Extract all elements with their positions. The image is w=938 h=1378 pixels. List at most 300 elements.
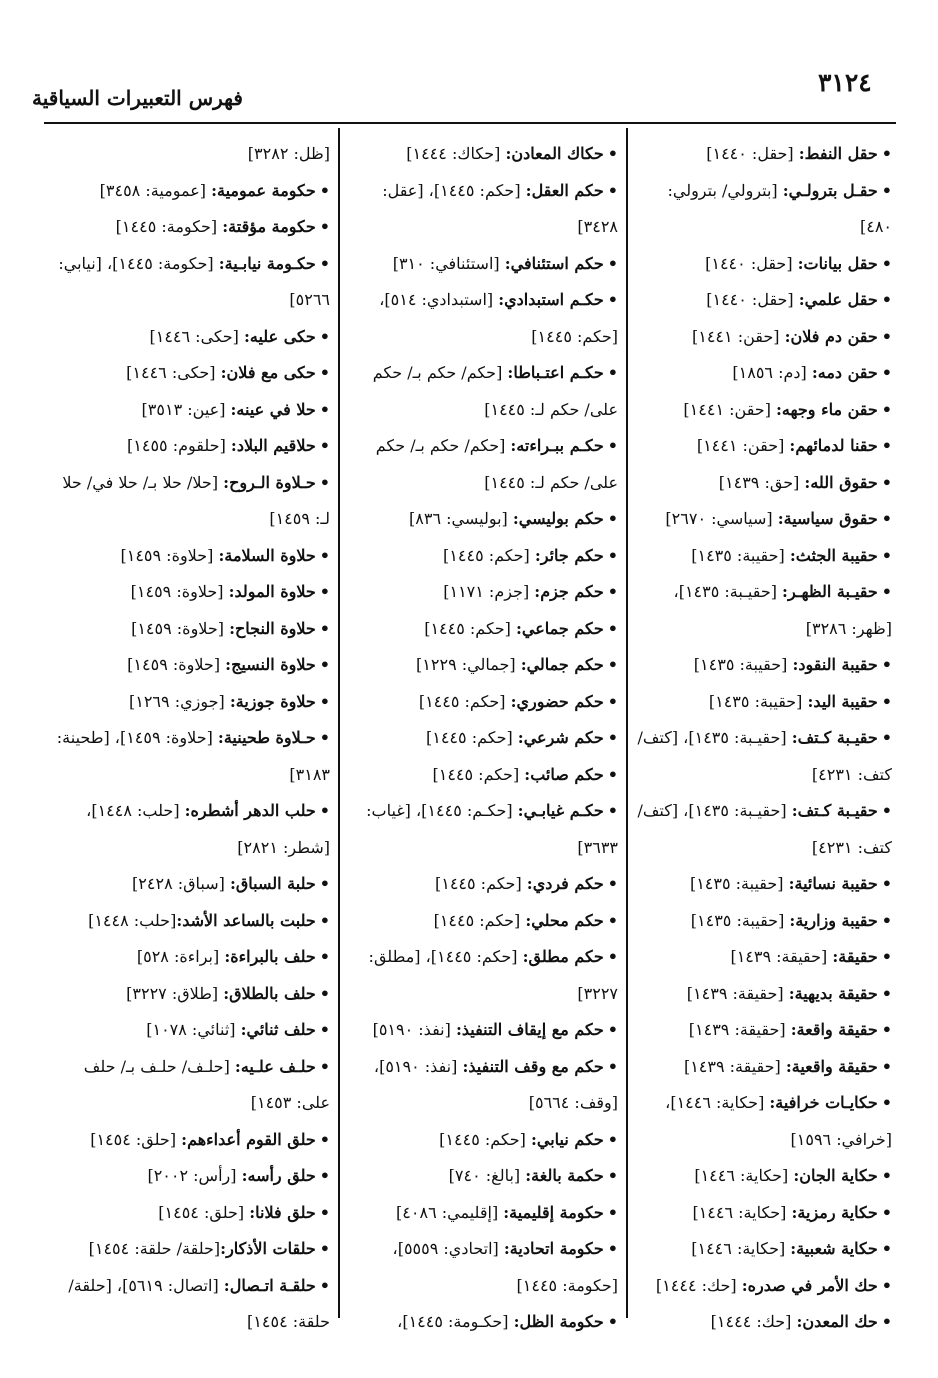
entry-term: حقنا لدمائهم: [789,436,878,455]
entry-reference: [حق: ١٤٣٩] [718,472,805,492]
entry-reference: [حقيبة: ١٤٣٥] [690,910,790,930]
entry-reference: [حقل: ١٤٤٠] [705,253,798,273]
entry-reference: [حقيقة: ١٤٣٩] [688,1020,791,1039]
entry-term: حكم فردي: [526,874,604,893]
entry-term: حقيبة اليد: [807,691,878,711]
index-entry [634,538,892,575]
entry-term: حكومة مؤقتة: [222,217,316,236]
bullet-marker: • [881,1202,892,1222]
page-number: ٣١٢٤ [818,68,872,97]
entry-term: حلف ثنائي: [240,1020,316,1039]
bullet-marker: • [881,947,892,966]
index-entry [634,392,892,429]
bullet-marker: • [319,545,330,565]
entry-reference: [حقيبة: ١٤٣٥] [689,874,789,893]
entry-reference: [حلق: ١٤٥٤] [90,1129,182,1149]
entry-term: حقيبة الجثث: [789,545,878,565]
entry-reference: [حكم: ١٤٤٥] [433,910,526,930]
bullet-marker: • [881,874,892,893]
bullet-marker: • [881,1275,892,1295]
entry-reference: [حكم: ١٤٤٥] [425,728,518,747]
index-entry [46,319,330,356]
index-entry [634,1049,892,1086]
bullet-marker: • [881,910,892,930]
entry-reference: [حلق: ١٤٥٤] [158,1202,250,1222]
entry-term: حكم صائب: [524,764,604,784]
entry-term: حكمة بالغة: [525,1166,604,1185]
bullet-marker: • [319,947,330,966]
index-entry [634,501,892,538]
entry-reference: [اتصال: ٥٦١٩]، [حلقة/ حلقة: ١٤٥٤] [68,1275,330,1331]
entry-reference: [حلقوم: ١٤٥٥] [127,436,231,455]
entry-reference: [حلب: ١٤٤٨]، [شطر: ٢٨٢١] [86,801,330,857]
entry-reference: [جزم: ١١٧١] [443,582,535,601]
entry-reference: [براءة: ٥٢٨] [136,947,225,966]
entry-term: حلاوة جوزية: [229,691,316,711]
index-entry [346,1122,618,1159]
entry-term: حكم جمالي: [520,655,604,674]
index-entry [46,647,330,684]
entry-reference: [حكم: ١٤٤٥] [434,874,527,893]
bullet-marker: • [607,655,618,674]
index-entry [346,684,618,721]
entry-reference: [حلا/ حلا بـ/ حلا في/ حلا لـ: ١٤٥٩] [62,472,330,528]
bullet-marker: • [881,1056,892,1076]
entry-reference: [ظل: ٣٢٨٢] [247,144,330,163]
entry-reference: [جوزي: ١٢٦٩] [128,691,230,711]
index-entry [634,1268,892,1305]
index-entry [346,1049,618,1122]
entry-term: حلف بالطلاق: [223,983,316,1003]
index-entry [346,647,618,684]
bullet-marker: • [881,144,892,163]
entry-term: حلا في عينه: [230,399,316,419]
entry-term: حلبت بالساعد الأشد: [176,910,316,930]
index-entry [46,976,330,1013]
entry-reference: [حكم: ١٤٤٥] [432,764,525,784]
entry-term: حكاية شعبية: [790,1239,878,1258]
entry-term: حقـل بترولـي: [782,180,878,200]
entry-term: حلاوة المولد: [228,582,316,601]
index-entry [346,793,618,866]
entry-reference: [حلاوة: ١٤٥٩]، [طحينة: ٣١٨٣] [56,728,330,784]
entry-term: حقن دم فلان: [784,326,878,346]
bullet-marker: • [319,728,330,747]
entry-term: حكم جزم: [534,582,604,601]
bullet-marker: • [881,1166,892,1185]
index-entry [634,136,892,173]
index-entry [346,282,618,355]
bullet-marker: • [881,801,892,820]
entry-list [346,136,618,1341]
entry-term: حقيبة نسائية: [788,874,878,893]
entry-term: حلقات الأذكار: [220,1239,316,1258]
column-divider-left [338,128,340,1318]
index-entry [346,501,618,538]
bullet-marker: • [319,253,330,273]
entry-reference: [حكم: ١٤٤٥] [424,618,517,638]
entry-term: حلاوة النسيج: [225,655,316,674]
entry-reference: [عين: ٣٥١٣] [141,399,231,419]
entry-term: حكومة عمومية: [211,180,316,200]
index-entry [346,1195,618,1232]
bullet-marker: • [319,326,330,346]
bullet-marker: • [881,509,892,528]
entry-reference: [حقيـبة: ١٤٣٥]، [كتف/ كتف: ٤٢٣١] [637,728,892,784]
entry-reference: [جمالي: ١٢٢٩] [416,655,521,674]
entry-term: حلبة السباق: [229,874,316,893]
bullet-marker: • [607,144,618,163]
entry-reference: [حقيـبة: ١٤٣٥]، [ظهر: ٣٢٨٦] [673,582,892,638]
entry-term: حكى مع فلان: [220,363,316,382]
entry-reference: [بترولي/ بترولي: ٤٨٠] [667,180,892,236]
entry-reference: [اتحادي: ٥٥٥٩]، [حكومة: ١٤٤٥] [392,1239,618,1295]
entry-term: حقن ماء وجهه: [776,399,878,419]
bullet-marker: • [319,691,330,711]
entry-reference: [حكم: ١٤٤٥] [439,1129,531,1149]
index-entry [346,1231,618,1304]
bullet-marker: • [319,874,330,893]
entry-reference: [استئنافي: ٣١٠] [392,253,505,273]
bullet-marker: • [607,691,618,711]
bullet-marker: • [881,290,892,309]
index-entry [46,428,330,465]
entry-reference: [حلاوة: ١٤٥٩] [131,618,230,638]
entry-reference: [سباق: ٢٤٢٨] [132,874,230,893]
entry-term: حقيـبة كـتف: [791,728,878,747]
index-entry [634,173,892,246]
entry-reference: [حقيـبة: ١٤٣٥]، [كتف/ كتف: ٤٢٣١] [637,801,892,857]
entry-term: حكـم اعتـباطا: [507,363,604,382]
entry-reference: [حكاية: ١٤٤٦] [692,1202,792,1222]
index-entry [346,173,618,246]
entry-reference: [حلقة/ حلقة: ١٤٥٤] [88,1239,221,1258]
index-entry [46,246,330,319]
index-entry [46,136,330,173]
bullet-marker: • [881,728,892,747]
entry-reference: [حكم: ١٤٤٥]، [عقل: ٣٤٢٨] [382,180,618,236]
index-entry [46,866,330,903]
entry-term: حقيقة واقعية: [785,1056,878,1076]
running-title: فهرس التعبيرات السياقية [32,86,243,110]
entry-reference: [حلاوة: ١٤٥٩] [130,582,229,601]
entry-term: حقل علمي: [798,290,878,309]
bullet-marker: • [607,1202,618,1222]
entry-term: حكاية الجان: [793,1166,878,1185]
index-column-right [634,136,892,1331]
index-entry [634,903,892,940]
entry-term: حكم مع إيقاف التنفيذ: [455,1020,604,1039]
bullet-marker: • [607,1166,618,1185]
bullet-marker: • [881,180,892,200]
entry-reference: [حك: ١٤٤٤] [655,1275,742,1295]
index-entry [46,1122,330,1159]
entry-term: حكاك المعادن: [505,144,604,163]
entry-reference: [حكـم: ١٤٤٥]، [غياب: ٣٦٣٣] [366,801,618,857]
bullet-marker: • [881,436,892,455]
bullet-marker: • [881,326,892,346]
entry-reference: [حكومة: ١٤٤٥] [115,217,223,236]
entry-reference: [حقل: ١٤٤٠] [706,290,799,309]
entry-reference: [حقل: ١٤٤٠] [706,144,799,163]
entry-term: حكم حضوري: [510,691,604,711]
entry-term: حلق القوم أعداءهم: [181,1129,316,1149]
entry-term: حلق فلانا: [249,1202,316,1222]
bullet-marker: • [881,1239,892,1258]
bullet-marker: • [319,363,330,382]
column-divider-right [626,128,628,1318]
bullet-marker: • [319,1020,330,1039]
entry-reference: [عمومية: ٣٤٥٨] [99,180,212,200]
entry-reference: [حكم: ١٤٤٥]، [مطلق: ٣٢٢٧] [368,947,618,1003]
entry-term: حكم مع وقف التنفيذ: [462,1056,604,1076]
entry-list [46,136,330,1341]
entry-term: حكايـات خرافية: [769,1093,878,1112]
entry-reference: [حكاية: ١٤٤٦] [691,1239,791,1258]
entry-term: حلاوة السلامة: [218,545,316,565]
entry-reference: [حلب: ١٤٤٨] [88,910,177,930]
index-entry [46,392,330,429]
index-entry [46,684,330,721]
index-entry [346,246,618,283]
index-entry [46,1049,330,1122]
entry-reference: [حكى: ١٤٤٦] [126,363,221,382]
index-entry [46,173,330,210]
entry-term: حكـم غيابـي: [517,801,604,820]
bullet-marker: • [319,910,330,930]
entry-term: حكـم استبدادي: [498,290,604,309]
entry-reference: [حكاك: ١٤٤٤] [406,144,506,163]
bullet-marker: • [881,983,892,1003]
entry-term: حقيبة وزارية: [789,910,878,930]
index-entry [46,903,330,940]
bullet-marker: • [607,801,618,820]
bullet-marker: • [881,1020,892,1039]
entry-term: حكاية رمزية: [791,1202,878,1222]
entry-term: حقن دمه: [811,363,878,382]
entry-reference: [حقيبة: ١٤٣٥] [708,691,808,711]
entry-term: حكم محلي: [525,910,604,930]
bullet-marker: • [319,801,330,820]
bullet-marker: • [607,509,618,528]
entry-term: حكم العقل: [525,180,604,200]
index-entry [634,939,892,976]
bullet-marker: • [881,545,892,565]
bullet-marker: • [881,1312,892,1331]
bullet-marker: • [607,764,618,784]
index-entry [634,282,892,319]
bullet-marker: • [607,947,618,966]
entry-reference: [حقيبة: ١٤٣٥] [691,545,790,565]
bullet-marker: • [319,582,330,601]
bullet-marker: • [607,1312,618,1331]
entry-reference: [حكم: ١٤٤٥] [418,691,511,711]
index-entry [346,355,618,428]
index-entry [634,1158,892,1195]
index-entry [46,1158,330,1195]
entry-term: حقيقة واقعة: [790,1020,878,1039]
bullet-marker: • [319,1166,330,1185]
index-column-middle [346,136,618,1331]
entry-term: حقيـبة كـتف: [791,801,878,820]
entry-reference: [رأس: ٢٠٠٢] [147,1166,242,1185]
index-entry [634,246,892,283]
index-column-left [46,136,330,1331]
bullet-marker: • [607,910,618,930]
bullet-marker: • [881,363,892,382]
entry-reference: [حك: ١٤٤٤] [710,1312,797,1331]
index-entry [346,939,618,1012]
bullet-marker: • [881,582,892,601]
entry-term: حقل النفط: [798,144,878,163]
bullet-marker: • [881,655,892,674]
header-rule [44,122,896,124]
bullet-marker: • [319,217,330,236]
bullet-marker: • [319,472,330,492]
entry-term: حلـف علـيه: [234,1056,316,1076]
entry-reference: [استبدادي: ٥١٤]، [حكم: ١٤٤٥] [379,290,618,346]
bullet-marker: • [319,399,330,419]
entry-reference: [حقيبة: ١٤٣٥] [693,655,793,674]
entry-term: حكومة إقليمية: [503,1202,604,1222]
bullet-marker: • [319,1129,330,1149]
index-entry [46,574,330,611]
index-entry [634,1195,892,1232]
index-entry [46,720,330,793]
bullet-marker: • [319,1275,330,1295]
bullet-marker: • [607,728,618,747]
bullet-marker: • [607,1239,618,1258]
entry-reference: [حكاية: ١٤٤٦] [694,1166,794,1185]
entry-reference: [بوليسي: ٨٣٦] [409,509,513,528]
entry-reference: [حكم: ١٤٤٥] [443,545,535,565]
entry-term: حـلاوة الـروح: [223,472,316,492]
entry-reference: [بالغ: ٧٤٠] [448,1166,526,1185]
entry-term: حلاوة النجاح: [229,618,316,638]
index-entry [46,538,330,575]
index-entry [634,647,892,684]
entry-reference: [طلاق: ٣٢٢٧] [126,983,224,1003]
index-entry [634,574,892,647]
index-entry [46,465,330,538]
entry-term: حكم مطلق: [522,947,604,966]
index-entry [634,1012,892,1049]
index-entry [346,1158,618,1195]
bullet-marker: • [607,436,618,455]
entry-reference: [إقليمي: ٤٠٨٦] [396,1202,504,1222]
index-entry [634,976,892,1013]
index-entry [634,866,892,903]
entry-term: حلق رأسه: [241,1166,316,1185]
entry-reference: [حكم/ حكم بـ/ حكم على/ حكم لـ: ١٤٤٥] [375,436,618,492]
index-entry [634,319,892,356]
entry-reference: [حقن: ١٤٤١] [696,436,790,455]
entry-reference: [دم: ١٨٥٦] [732,363,812,382]
bullet-marker: • [319,1202,330,1222]
index-entry [46,793,330,866]
entry-reference: [سياسي: ٢٦٧٠] [665,509,778,528]
index-entry [346,1012,618,1049]
entry-term: حقيقة بديهية: [788,983,878,1003]
index-entry [346,136,618,173]
index-entry [634,355,892,392]
entry-term: حكـم ببـراءته: [510,436,604,455]
bullet-marker: • [607,618,618,638]
bullet-marker: • [881,399,892,419]
entry-term: حقيـبة الظهـر: [782,582,878,601]
index-entry [46,1268,330,1341]
entry-reference: [حكـومة: ١٤٤٥]، [397,1312,514,1331]
entry-term: حقل بيانات: [797,253,878,273]
index-entry [634,428,892,465]
entry-term: حكومة الظل: [513,1312,604,1331]
index-entry [634,465,892,502]
entry-reference: [حكومة: ١٤٤٥]، [نيابي: ٥٢٦٦] [58,253,330,309]
index-entry [46,1195,330,1232]
index-entry [46,1012,330,1049]
bullet-marker: • [607,363,618,382]
entry-term: حقيبة النقود: [792,655,878,674]
bullet-marker: • [319,436,330,455]
index-entry [346,1304,618,1341]
index-entry [634,684,892,721]
bullet-marker: • [607,253,618,273]
bullet-marker: • [607,1129,618,1149]
index-entry [46,939,330,976]
bullet-marker: • [881,253,892,273]
entry-reference: [ثنائي: ١٠٧٨] [146,1020,241,1039]
entry-term: حكى عليه: [243,326,316,346]
entry-reference: [حقن: ١٤٤١] [691,326,785,346]
index-entry [346,757,618,794]
entry-term: حكم جماعي: [516,618,604,638]
entry-term: حكومة اتحادية: [503,1239,604,1258]
index-entry [346,538,618,575]
index-entry [346,903,618,940]
bullet-marker: • [607,874,618,893]
entry-reference: [حلـف/ حلـف بـ/ حلف على: ١٤٥٣] [83,1056,330,1112]
entry-term: حكـومة نيابـية: [218,253,316,273]
index-entry [46,355,330,392]
entry-term: حك الأمر في صدره: [741,1275,878,1295]
entry-reference: [حلاوة: ١٤٥٩] [120,545,219,565]
index-entry [346,611,618,648]
bullet-marker: • [319,983,330,1003]
entry-reference: [نفذ: ٥١٩٠] [372,1020,456,1039]
entry-term: حكم جائر: [534,545,604,565]
bullet-marker: • [607,1056,618,1076]
bullet-marker: • [881,1093,892,1112]
index-entry [634,1304,892,1341]
entry-term: حقوق الله: [804,472,878,492]
bullet-marker: • [607,582,618,601]
entry-reference: [حلاوة: ١٤٥٩] [127,655,226,674]
index-entry [634,793,892,866]
entry-reference: [حقيقة: ١٤٣٩] [683,1056,786,1076]
index-entry [346,720,618,757]
index-entry [46,209,330,246]
bullet-marker: • [319,180,330,200]
bullet-marker: • [607,180,618,200]
entry-reference: [نفذ: ٥١٩٠]، [وقف: ٥٦٦٤] [373,1056,618,1112]
index-entry [46,1231,330,1268]
index-entry [346,574,618,611]
index-entry [634,1085,892,1158]
bullet-marker: • [881,472,892,492]
entry-term: حلب الدهر أشطره: [184,801,316,820]
entry-term: حكم استئنافي: [504,253,604,273]
entry-term: حكم نيابي: [530,1129,604,1149]
